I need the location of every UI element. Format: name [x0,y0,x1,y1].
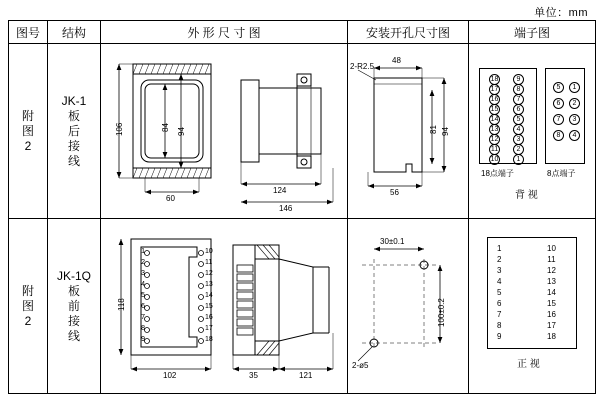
header-fig-no: 图号 [9,21,48,44]
terminal-drawing-1: 18 9 17 8 16 7 15 6 14 5 13 4 12 3 11 2 10 1 5 1 6 2 7 3 8 4 18点端子 8点端子 背 视 [469,44,595,218]
dim-60: 60 [166,194,175,203]
dim-35: 35 [249,371,258,380]
dim-48: 48 [392,56,401,65]
table-row [9,44,596,219]
dim-radius: 2-R2.5 [350,62,375,71]
dim-56: 56 [390,188,399,197]
caption-view-front: 正 视 [517,359,540,370]
header-terminal: 端子图 [469,21,596,44]
structure-text-1: JK-1 板 后 接 线 [61,93,87,168]
cell-outline-2 [101,219,348,394]
caption-view-back: 背 视 [515,190,538,201]
cell-fig-no-2 [9,219,48,394]
dim-94: 94 [177,127,186,136]
dim-100: 100±0.2 [437,298,446,327]
dim-124: 124 [273,186,287,195]
caption-8-terminal: 8点端子 [547,169,576,178]
cell-outline-1 [101,44,348,219]
caption-18-terminal: 18点端子 [481,169,514,178]
cell-structure-2 [48,219,101,394]
fig-no-text-1: 附 图 2 [21,108,34,153]
cell-fig-no-1 [9,44,48,219]
table-row [9,219,596,394]
header-structure: 结构 [48,21,101,44]
header-cutout: 安装开孔尺寸图 [348,21,469,44]
dim-106: 106 [115,122,124,136]
dim-118: 118 [117,298,126,311]
dim-84: 84 [161,123,170,132]
cell-cutout-2 [348,219,469,394]
dim-30: 30±0.1 [380,237,405,246]
spec-table [8,20,596,394]
cutout-drawing-1 [348,44,468,218]
cell-terminal-1 [469,44,596,219]
cell-cutout-1 [348,44,469,219]
header-outline: 外 形 尺 寸 图 [101,21,348,44]
outline-drawing-2: 118 102 35 121 1 2 3 4 5 6 7 8 9 10 11 12 13 14 15 16 17 18 [101,219,347,393]
terminal-left-col: 1 2 3 4 5 6 7 8 9 [497,244,502,341]
outline-drawing-1 [101,44,347,218]
dim-121: 121 [299,371,313,380]
cell-terminal-2 [469,219,596,394]
dim-146: 146 [279,204,293,213]
terminal-drawing-2 [469,219,595,393]
cell-structure-1 [48,44,101,219]
dim-102: 102 [163,371,177,380]
unit-note: 单位：mm [534,7,588,19]
hole-note: 2-ø5 [352,361,369,370]
terminal-right-col: 10 11 12 13 14 15 16 17 18 [547,244,556,341]
fig-no-text-2: 附 图 2 [21,283,34,328]
dim-94-cutout: 94 [441,127,450,136]
terminal-18-box [479,68,537,164]
cutout-drawing-2 [348,219,468,393]
dim-81: 81 [429,125,438,134]
table-header-row [9,21,596,44]
structure-text-2: JK-1Q 板 前 接 线 [56,268,91,343]
